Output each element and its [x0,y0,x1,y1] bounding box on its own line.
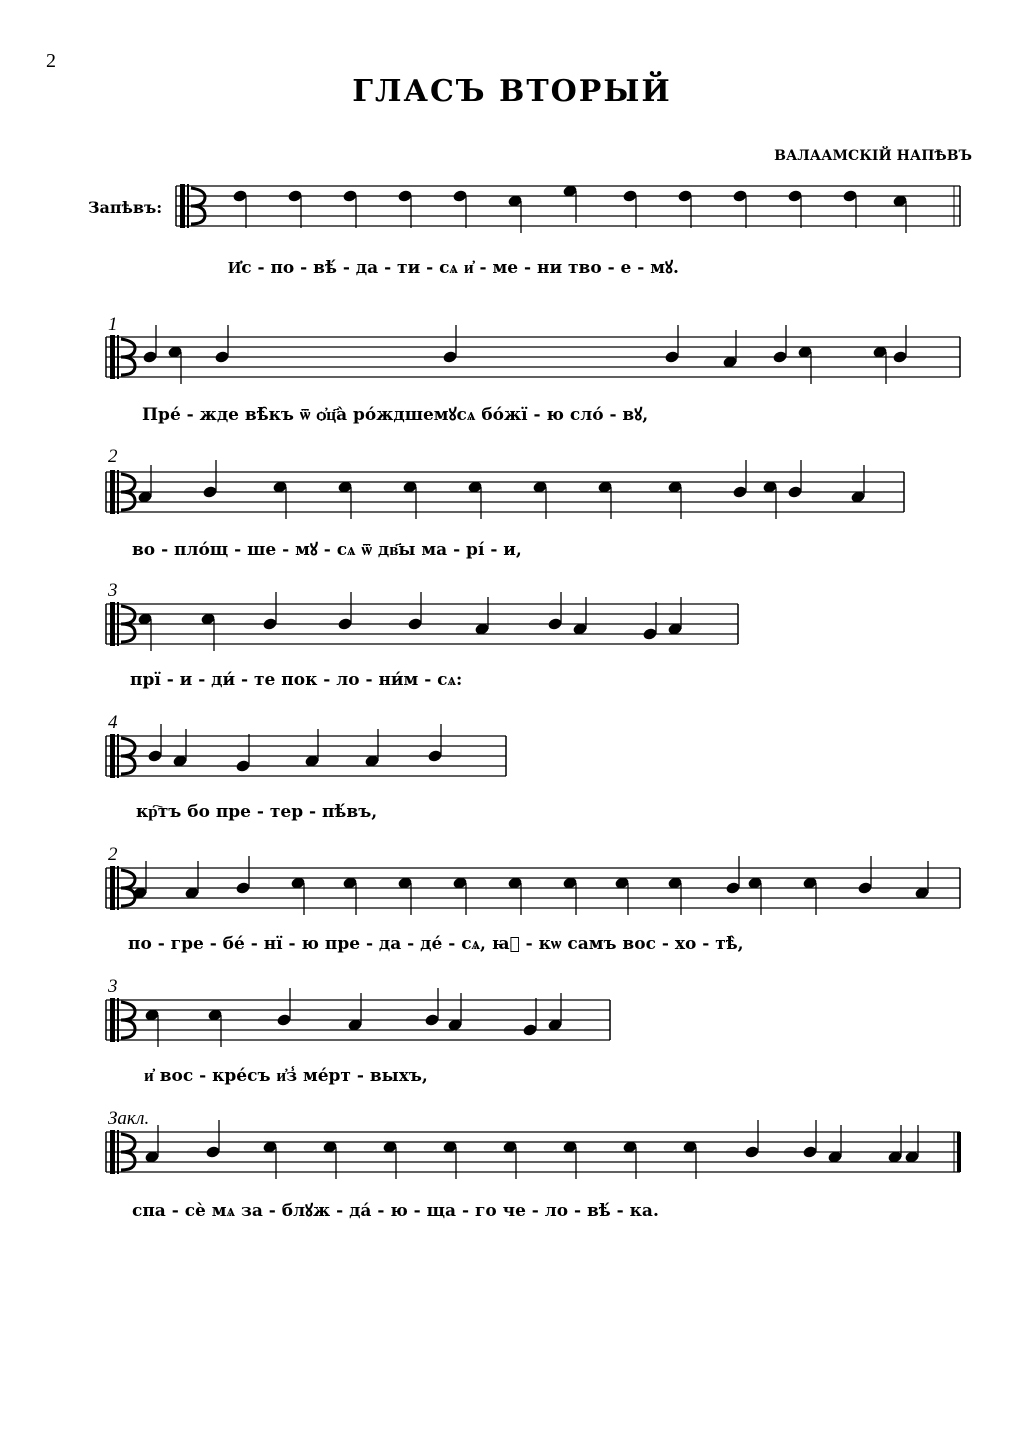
clef-icon [117,1130,119,1174]
clef-icon [180,184,185,228]
clef-icon [110,335,115,379]
clef-icon [110,470,115,514]
system-number: Закл. [108,1108,150,1129]
clef-icon [110,866,115,910]
clef-icon [117,998,119,1042]
lyrics-line: И҆с - по - вѣ́ - да - ти - сѧ и҆ - ме - ни тво - е - мꙋ. [228,258,679,278]
lyrics-line: кр҇тъ бо пре - тер - пѣ́въ, [136,802,378,822]
system-number: 1 [108,314,118,335]
clef-icon [187,184,189,228]
clef-icon [110,734,115,778]
lyrics-line: во - пло́щ - ше - мꙋ - сѧ ѿ дв҃ы ма - рі́ - и, [132,540,522,560]
clef-icon [110,998,115,1042]
page-number: 2 [46,50,56,72]
clef-icon [117,470,119,514]
page-title: ГЛАСЪ ВТОРЫЙ [352,74,672,109]
clef-icon [110,1130,115,1174]
system-number: 3 [108,976,118,997]
clef-icon [117,734,119,778]
system-number: 2 [108,844,118,865]
system-number: 3 [108,580,118,601]
lyrics-line: прї - и - ди́ - те пок - ло - ни́м - сѧ: [130,670,463,690]
bar-line [957,1132,961,1172]
clef-icon [117,602,119,646]
system-number: 2 [108,446,118,467]
lyrics-line: Пре́ - жде вѣ̑къ ѿ ѻ҆ц҃а̀ ро́ждшемꙋсѧ бо́жї - ю сло́ - вꙋ, [142,405,649,425]
lyrics-line: спа - сѐ мѧ за - блꙋж - да́ - ю - ща - го че - ло - вѣ́ - ка. [132,1201,659,1221]
zapev-label: Запѣвъ: [88,198,163,217]
lyrics-line: по - гре - бе́ - нї - ю пре - да - де́ - сѧ, ꙗ҆ - кѡ самъ вос - хо - тѣ̀, [128,934,744,954]
lyrics-line: и҆ вос - кре́съ и҆з̾ ме́рт - выхъ, [144,1066,428,1086]
clef-icon [117,866,119,910]
tune-name: ВАЛААМСКІЙ НАПѢВЪ [774,148,972,164]
system-number: 4 [108,712,118,733]
clef-icon [110,602,115,646]
clef-icon [117,335,119,379]
